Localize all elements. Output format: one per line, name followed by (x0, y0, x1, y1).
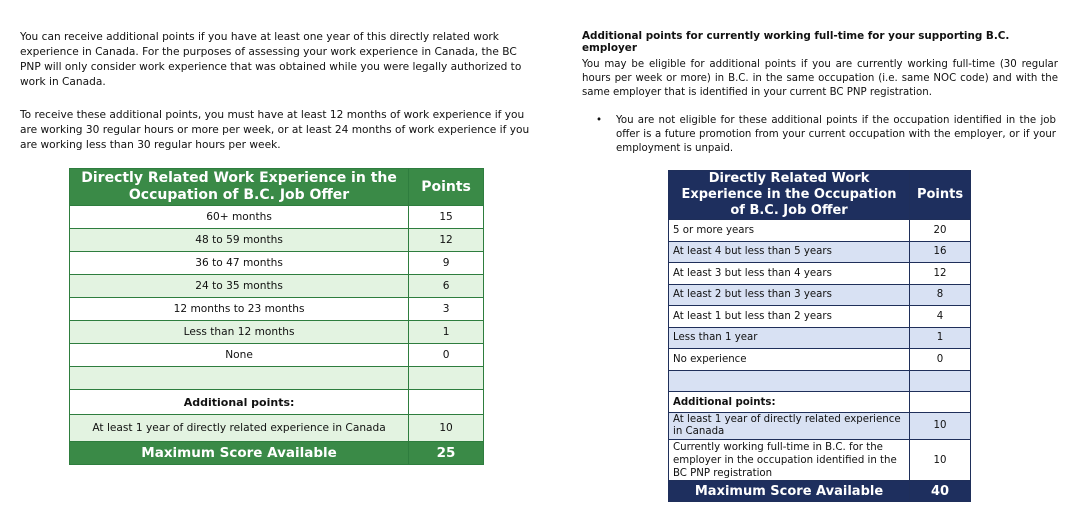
row-label: At least 1 year of directly related experience in Canada (70, 415, 409, 442)
max-score-label: Maximum Score Available (70, 442, 409, 465)
row-label: 48 to 59 months (70, 229, 409, 252)
row-label: Less than 12 months (70, 321, 409, 344)
row-points: 9 (409, 252, 484, 275)
header-points: Points (910, 171, 971, 220)
header-experience: Directly Related Work Experience in the Occupation of B.C. Job Offer (669, 171, 910, 220)
row-label: Currently working full-time in B.C. for the employer in the occupation identified in the BC PNP registration (669, 440, 910, 481)
row-label: None (70, 344, 409, 367)
row-points: 16 (910, 241, 971, 263)
table-row (70, 415, 484, 442)
max-score-label: Maximum Score Available (669, 481, 910, 502)
intro-paragraph: You can receive additional points if you have at least one year of this directly related work experience in Canada. For the purposes of assessing your work experience in Canada, the BC PNP will only consider work experience that was obtained while you were legally authorized to work in Canada. (20, 31, 522, 88)
row-points: 0 (409, 344, 484, 367)
bullet-text: You are not eligible for these additional points if the occupation identified in the job offer is a future promotion from your current occupation with the employer, or if your employment is unpaid. (616, 115, 1056, 154)
row-points: 0 (910, 349, 971, 371)
row-label: 24 to 35 months (70, 275, 409, 298)
table-row (669, 220, 971, 242)
header-experience: Directly Related Work Experience in the Occupation of B.C. Job Offer (70, 169, 409, 206)
row-points: 20 (910, 220, 971, 242)
row-label: 36 to 47 months (70, 252, 409, 275)
points-table-bc (668, 170, 971, 502)
table-row (70, 206, 484, 229)
max-score-row (669, 481, 971, 502)
row-points: 10 (910, 440, 971, 481)
row-label: 12 months to 23 months (70, 298, 409, 321)
row-label: 5 or more years (669, 220, 910, 242)
table-row (70, 252, 484, 275)
row-label: At least 1 year of directly related experience in Canada (669, 413, 910, 440)
section-heading: Additional points for currently working full-time for your supporting B.C. employer (582, 30, 1010, 54)
blank-row (70, 367, 484, 390)
row-points: 10 (910, 413, 971, 440)
row-label: At least 2 but less than 3 years (669, 284, 910, 306)
row-points: 12 (409, 229, 484, 252)
row-label: No experience (669, 349, 910, 371)
max-score-points: 25 (409, 442, 484, 465)
additional-label: Additional points: (70, 390, 409, 415)
max-score-points: 40 (910, 481, 971, 502)
eligibility-paragraph: You may be eligible for additional points if you are currently working full-time (30 regular hours per week or more) in B.C. in the same occupation (i.e. same NOC code) and with the same employer that is identified in your current BC PNP registration. (582, 59, 1058, 98)
row-label: 60+ months (70, 206, 409, 229)
table-row (70, 344, 484, 367)
table-row (669, 413, 971, 440)
points-table-canada (69, 168, 484, 465)
table-row (669, 349, 971, 371)
table-row (669, 306, 971, 328)
table-row (669, 327, 971, 349)
row-points: 3 (409, 298, 484, 321)
bullet-icon: • (596, 115, 603, 126)
additional-label: Additional points: (669, 392, 910, 413)
table-row (669, 440, 971, 481)
requirement-paragraph: To receive these additional points, you must have at least 12 months of work experience if you are working 30 regular hours or more per week, or at least 24 months of work experience if you are working less than 30 regular hours per week. (20, 109, 530, 151)
additional-points-header (70, 390, 484, 415)
row-points: 1 (409, 321, 484, 344)
row-points: 8 (910, 284, 971, 306)
row-points: 1 (910, 327, 971, 349)
blank-row (669, 370, 971, 392)
header-points: Points (409, 169, 484, 206)
row-label: At least 3 but less than 4 years (669, 263, 910, 285)
row-points: 10 (409, 415, 484, 442)
row-points: 6 (409, 275, 484, 298)
additional-points-header (669, 392, 971, 413)
row-points: 15 (409, 206, 484, 229)
bullet-item (596, 114, 1056, 156)
table-row (70, 229, 484, 252)
max-score-row (70, 442, 484, 465)
table-row (669, 263, 971, 285)
row-label: At least 1 but less than 2 years (669, 306, 910, 328)
table-row (70, 321, 484, 344)
row-label: At least 4 but less than 5 years (669, 241, 910, 263)
table-row (669, 241, 971, 263)
table-row (70, 275, 484, 298)
row-points: 4 (910, 306, 971, 328)
table-row (669, 284, 971, 306)
table-row (70, 298, 484, 321)
row-points: 12 (910, 263, 971, 285)
row-label: Less than 1 year (669, 327, 910, 349)
